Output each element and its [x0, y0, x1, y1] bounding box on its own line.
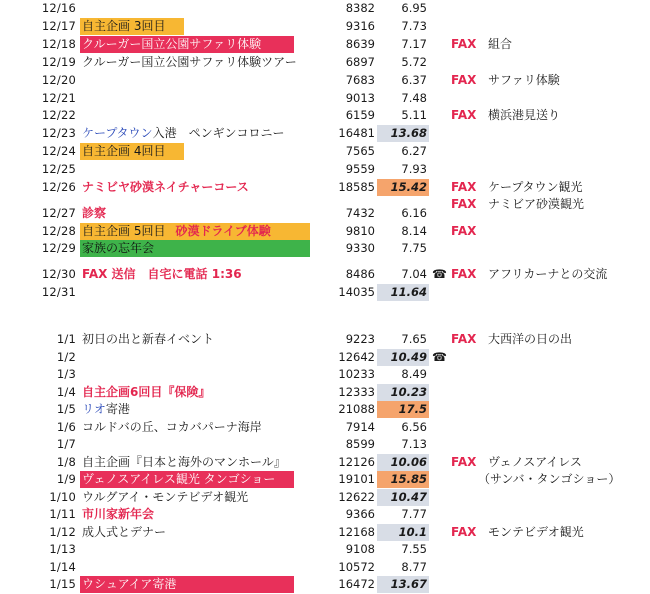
- steps-value: 9366: [345, 507, 375, 521]
- steps-value: 18585: [338, 180, 375, 194]
- table-row: [0, 54, 650, 71]
- row-date: 12/31: [41, 285, 76, 299]
- event-place: ケープタウン: [82, 126, 153, 140]
- row-event: [80, 18, 184, 35]
- steps-value: 9316: [345, 19, 375, 33]
- distance-value: 13.68: [377, 125, 429, 142]
- event-text: FAX 送信 自宅に電話 1:36: [82, 267, 242, 281]
- row-date: 1/15: [49, 577, 76, 591]
- row-date: 12/27: [41, 206, 76, 220]
- distance-value: 6.16: [401, 206, 427, 220]
- steps-value: 12622: [338, 490, 375, 504]
- row-date: 1/11: [49, 507, 76, 521]
- distance-value: 7.93: [401, 162, 427, 176]
- event-text: 成人式とデナー: [82, 525, 167, 539]
- row-date: 12/24: [41, 144, 76, 158]
- row-event: [80, 331, 214, 348]
- event-text: 自主企画 4回目: [82, 144, 166, 158]
- event-text: 市川家新年会: [82, 507, 155, 521]
- row-date: 1/3: [56, 367, 76, 381]
- event-text: 自主企画 5回目: [82, 224, 166, 238]
- row-date: 1/4: [56, 385, 76, 399]
- row-event: [80, 240, 310, 257]
- row-event: [80, 471, 294, 488]
- event-rest: 入港 ペンギンコロニー: [152, 126, 285, 140]
- table-row: [0, 576, 650, 593]
- row-event: [80, 489, 248, 506]
- table-row: [0, 125, 650, 142]
- table-row: [0, 506, 650, 523]
- fax-note: アフリカーナとの交流: [488, 267, 608, 281]
- table-row: [0, 384, 650, 401]
- fax-note: （サンバ・タンゴショー）: [478, 472, 621, 486]
- distance-value: 7.48: [401, 91, 427, 105]
- row-event: [80, 36, 294, 53]
- fax-label: FAX: [451, 224, 477, 238]
- distance-value: 7.75: [401, 241, 427, 255]
- row-event: [80, 454, 286, 471]
- table-row: [0, 349, 650, 366]
- table-row: [0, 143, 650, 160]
- steps-value: 9223: [345, 332, 375, 346]
- fax-note: 大西洋の日の出: [488, 332, 573, 346]
- distance-value: 7.77: [401, 507, 427, 521]
- distance-value: 10.23: [377, 384, 429, 401]
- fax-note: 横浜港見送り: [488, 108, 561, 122]
- row-date: 1/5: [56, 402, 76, 416]
- row-event: [80, 384, 210, 401]
- distance-value: 15.85: [377, 471, 429, 488]
- table-row: [0, 524, 650, 541]
- row-event: [80, 401, 130, 418]
- table-row: [0, 366, 650, 383]
- row-date: 1/8: [56, 455, 76, 469]
- table-row: [0, 266, 650, 283]
- phone-icon: ☎: [432, 267, 447, 281]
- table-row: [0, 179, 650, 196]
- distance-value: 10.1: [377, 524, 429, 541]
- distance-value: 8.77: [401, 560, 427, 574]
- row-event: [80, 125, 284, 142]
- row-date: 12/29: [41, 241, 76, 255]
- steps-value: 8486: [345, 267, 375, 281]
- distance-value: 6.37: [401, 73, 427, 87]
- steps-value: 7432: [345, 206, 375, 220]
- steps-value: 10572: [338, 560, 375, 574]
- event-place: リオ: [82, 402, 106, 416]
- row-event: [80, 179, 249, 196]
- event-text: 家族の忘年会: [82, 241, 155, 255]
- table-row: [0, 90, 650, 107]
- table-row: [0, 72, 650, 89]
- steps-value: 9330: [345, 241, 375, 255]
- distance-value: 10.47: [377, 489, 429, 506]
- steps-value: 7565: [345, 144, 375, 158]
- steps-value: 16481: [338, 126, 375, 140]
- table-row: [0, 0, 650, 17]
- distance-value: 7.55: [401, 542, 427, 556]
- row-date: 1/14: [49, 560, 76, 574]
- distance-value: 8.14: [401, 224, 427, 238]
- fax-note: 組合: [488, 37, 513, 51]
- distance-value: 15.42: [377, 179, 429, 196]
- event-text: 自主企画『日本と海外のマンホール』: [82, 455, 286, 469]
- table-row: [0, 489, 650, 506]
- table-row: [0, 205, 650, 222]
- steps-value: 9013: [345, 91, 375, 105]
- distance-value: 6.56: [401, 420, 427, 434]
- fax-note: モンテビデオ観光: [488, 525, 584, 539]
- row-date: 12/22: [41, 108, 76, 122]
- row-date: 12/19: [41, 55, 76, 69]
- distance-value: 17.5: [377, 401, 429, 418]
- row-date: 12/23: [41, 126, 76, 140]
- distance-value: 5.11: [401, 108, 427, 122]
- steps-value: 9810: [345, 224, 375, 238]
- distance-value: 6.27: [401, 144, 427, 158]
- event-text: ヴェノスアイレス観光 タンゴショー: [82, 472, 276, 486]
- distance-value: 13.67: [377, 576, 429, 593]
- table-row: [0, 107, 650, 124]
- table-row: [0, 223, 650, 240]
- table-row: [0, 284, 650, 301]
- distance-value: 7.17: [401, 37, 427, 51]
- steps-value: 9108: [345, 542, 375, 556]
- distance-value: 7.13: [401, 437, 427, 451]
- distance-value: 10.49: [377, 349, 429, 366]
- fax-note: ヴェノスアイレス: [488, 455, 582, 469]
- event-text: クルーガー国立公園サファリ体験ツアー: [82, 55, 297, 69]
- phone-icon: ☎: [432, 350, 447, 364]
- table-row: [0, 541, 650, 558]
- row-date: 12/18: [41, 37, 76, 51]
- distance-value: 8.49: [401, 367, 427, 381]
- event-text: 自主企画 3回目: [82, 19, 166, 33]
- row-event: [80, 143, 184, 160]
- steps-value: 16472: [338, 577, 375, 591]
- steps-value: 12168: [338, 525, 375, 539]
- row-date: 1/12: [49, 525, 76, 539]
- fax-label: FAX: [451, 197, 477, 211]
- table-row: [0, 36, 650, 53]
- steps-value: 6897: [345, 55, 375, 69]
- steps-value: 12126: [338, 455, 375, 469]
- fax-label: FAX: [451, 525, 477, 539]
- row-date: 1/2: [56, 350, 76, 364]
- table-row: [0, 161, 650, 178]
- row-date: 12/16: [41, 1, 76, 15]
- event-rest: 寄港: [105, 402, 130, 416]
- table-row: [0, 18, 650, 35]
- steps-value: 12642: [338, 350, 375, 364]
- row-event: [80, 576, 294, 593]
- event-text: 診察: [82, 206, 107, 220]
- row-date: 12/26: [41, 180, 76, 194]
- table-row: [0, 331, 650, 348]
- event-text: コルドバの丘、コカバパーナ海岸: [82, 420, 262, 434]
- row-date: 1/9: [56, 472, 76, 486]
- distance-value: 5.72: [401, 55, 427, 69]
- fax-label: FAX: [451, 108, 477, 122]
- row-date: 1/6: [56, 420, 76, 434]
- row-event: [80, 419, 262, 436]
- row-event: [80, 266, 242, 283]
- row-date: 12/30: [41, 267, 76, 281]
- fax-label: FAX: [451, 180, 477, 194]
- fax-label: FAX: [451, 37, 477, 51]
- event-text: クルーガー国立公園サファリ体験: [82, 37, 262, 51]
- row-date: 12/21: [41, 91, 76, 105]
- row-date: 1/13: [49, 542, 76, 556]
- row-event: [80, 524, 166, 541]
- distance-value: 7.04: [401, 267, 427, 281]
- row-date: 1/10: [49, 490, 76, 504]
- steps-value: 7683: [345, 73, 375, 87]
- event-text: ウシュアイア寄港: [82, 577, 177, 591]
- event-text: 自主企画6回目『保険』: [82, 385, 211, 399]
- row-date: 1/1: [56, 332, 76, 346]
- fax-label: FAX: [451, 455, 477, 469]
- steps-value: 14035: [338, 285, 375, 299]
- distance-value: 7.65: [401, 332, 427, 346]
- steps-value: 7914: [345, 420, 375, 434]
- row-event: [80, 223, 310, 240]
- distance-value: 7.73: [401, 19, 427, 33]
- table-row: [0, 454, 650, 471]
- table-row: [0, 559, 650, 576]
- fax-label: FAX: [451, 73, 477, 87]
- steps-value: 12333: [338, 385, 375, 399]
- table-row: [0, 240, 650, 257]
- row-date: 1/7: [56, 437, 76, 451]
- table-row: [0, 401, 650, 418]
- fax-note: ナミビア砂漠観光: [488, 197, 585, 211]
- fax-label: FAX: [451, 267, 477, 281]
- row-date: 12/28: [41, 224, 76, 238]
- event-text: 初日の出と新春イベント: [82, 332, 215, 346]
- row-date: 12/20: [41, 73, 76, 87]
- event-text: ウルグアイ・モンテビデオ観光: [82, 490, 249, 504]
- distance-value: 11.64: [377, 284, 429, 301]
- row-event: [80, 506, 154, 523]
- steps-value: 21088: [338, 402, 375, 416]
- steps-value: 6159: [345, 108, 375, 122]
- row-date: 12/17: [41, 19, 76, 33]
- steps-value: 9559: [345, 162, 375, 176]
- event-text: ナミビヤ砂漠ネイチャーコース: [82, 180, 249, 194]
- fax-label: FAX: [451, 332, 477, 346]
- table-row: [0, 436, 650, 453]
- event-subtext: 砂漠ドライブ体験: [175, 224, 271, 238]
- table-row: [0, 419, 650, 436]
- steps-value: 19101: [338, 472, 375, 486]
- row-date: 12/25: [41, 162, 76, 176]
- fax-note: サファリ体験: [488, 73, 560, 87]
- steps-value: 10233: [338, 367, 375, 381]
- fax-note: ケープタウン観光: [488, 180, 583, 194]
- row-event: [80, 205, 106, 222]
- steps-value: 8599: [345, 437, 375, 451]
- steps-value: 8639: [345, 37, 375, 51]
- row-event: [80, 54, 297, 71]
- table-row: [0, 471, 650, 488]
- distance-value: 6.95: [401, 1, 427, 15]
- distance-value: 10.06: [377, 454, 429, 471]
- steps-value: 8382: [345, 1, 375, 15]
